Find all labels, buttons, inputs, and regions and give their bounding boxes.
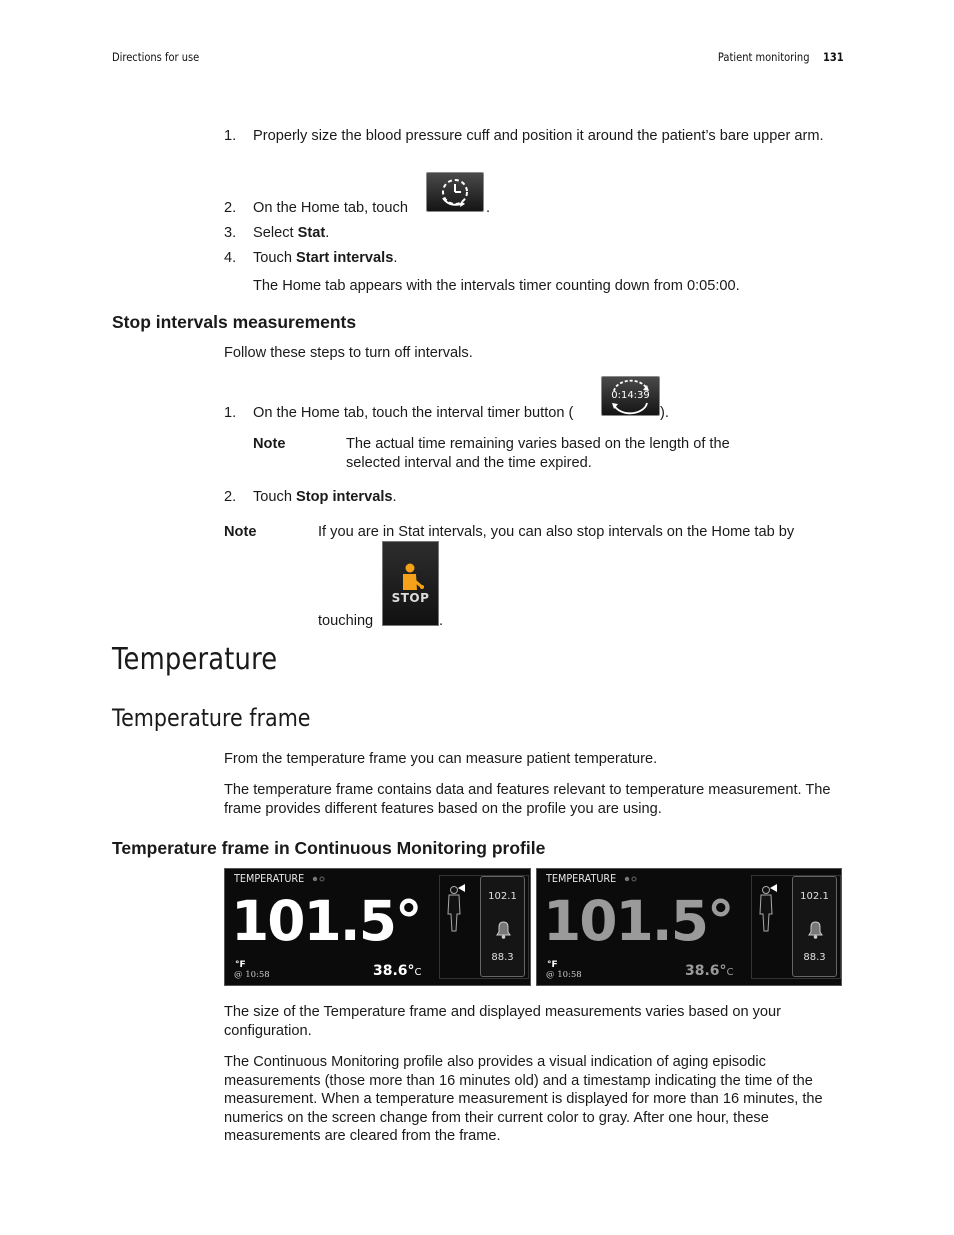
lower-limit: 88.3 [491, 952, 514, 963]
status-dots-icon [312, 876, 328, 882]
chapter-title: Temperature [112, 642, 278, 677]
running-header-right: Patient monitoring [717, 50, 809, 64]
step-text: Properly size the blood pressure cuff and position it around the patient’s bare upper arm. [253, 128, 824, 144]
celsius-value: 38.6°C [373, 963, 422, 979]
step-text: On the Home tab, touch the interval timer button ( [253, 405, 574, 421]
section-intro: Follow these steps to turn off intervals. [224, 345, 473, 361]
temperature-value: 101.5° [231, 889, 421, 953]
step-text: Touch Stop intervals. [253, 489, 397, 505]
page-number: 131 [823, 50, 844, 64]
timestamp: @ 10:58 [234, 970, 270, 980]
temperature-frame-aged [536, 868, 842, 986]
stop-label: STOP [391, 591, 430, 605]
temperature-frame-current [224, 868, 531, 986]
step-text: Select Stat. [253, 225, 330, 241]
step-number: 3. [224, 225, 237, 241]
temperature-unit: °F [235, 960, 246, 970]
paragraph: From the temperature frame you can measure patient temperature. [224, 751, 658, 767]
note-text-suffix: . [439, 613, 444, 629]
alarm-bell-icon [481, 917, 526, 941]
frame-label: TEMPERATURE [234, 873, 305, 885]
section-title: Temperature frame [112, 704, 311, 732]
step-number: 1. [224, 405, 237, 421]
temperature-value: 101.5° [543, 889, 733, 953]
paragraph: The Continuous Monitoring profile also provides a visual indication of aging episodic measurements (those more than 16 minutes old) and a timestamp indicating the time of the measurement. When a temperature measurement is displayed for more than 16 minutes, the numerics on the screen change from their current color to gray. After one hour, these measurements are cleared from the frame. [224, 1054, 823, 1144]
subsection-heading: Temperature frame in Continuous Monitoring profile [112, 838, 546, 858]
temperature-unit: °F [547, 960, 558, 970]
paragraph: The temperature frame contains data and features relevant to temperature measurement. The frame provides different features based on the profile you are using. [224, 782, 831, 817]
step-number: 4. [224, 250, 237, 266]
upper-limit: 102.1 [800, 891, 829, 902]
interval-timer-icon [601, 376, 660, 416]
frame-label: TEMPERATURE [546, 873, 617, 885]
timestamp: @ 10:58 [546, 970, 582, 980]
paragraph: The size of the Temperature frame and displayed measurements varies based on your configuration. [224, 1004, 782, 1039]
alarm-limits-button[interactable] [480, 876, 525, 977]
intervals-clock-icon [426, 172, 484, 212]
step-text: On the Home tab, touch [253, 200, 408, 216]
status-dots-icon [624, 876, 640, 882]
note-label: Note [224, 524, 257, 540]
upper-limit: 102.1 [488, 891, 517, 902]
step-text: Touch Start intervals. [253, 250, 398, 266]
note-text: If you are in Stat intervals, you can also stop intervals on the Home tab by [318, 524, 795, 540]
alarm-limits-button[interactable] [792, 876, 837, 977]
step-result: The Home tab appears with the intervals timer counting down from 0:05:00. [253, 278, 740, 294]
stop-intervals-button [382, 541, 439, 626]
celsius-value: 38.6°C [685, 963, 734, 979]
step-number: 1. [224, 128, 237, 144]
alarm-bell-icon [793, 917, 838, 941]
step-text-suffix: . [486, 200, 491, 216]
section-heading: Stop intervals measurements [112, 312, 357, 332]
patient-figure-icon [441, 881, 471, 941]
note-label: Note [253, 436, 286, 452]
patient-figure-icon [753, 881, 783, 941]
lower-limit: 88.3 [803, 952, 826, 963]
running-header-left: Directions for use [112, 50, 200, 64]
note-text: The actual time remaining varies based on the length of the selected interval and the time expired. [346, 436, 730, 471]
timer-value: 0:14:39 [611, 390, 650, 401]
step-number: 2. [224, 200, 237, 216]
step-text-suffix: ). [660, 405, 669, 421]
note-text-touching: touching [318, 613, 374, 629]
step-number: 2. [224, 489, 237, 505]
